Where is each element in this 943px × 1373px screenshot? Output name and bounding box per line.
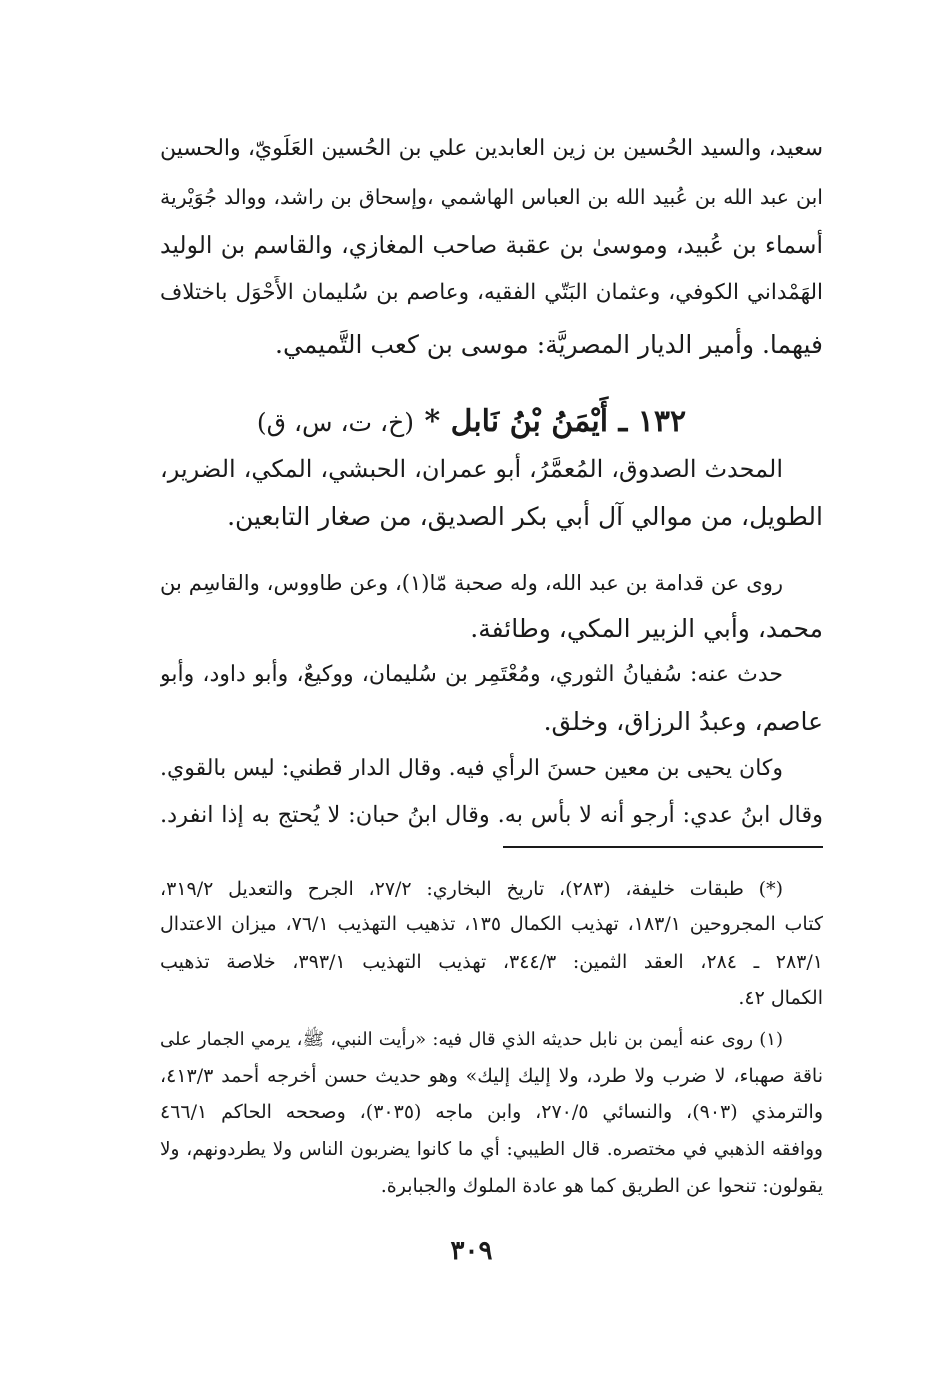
intro-line-4: الهَمْداني الكوفي، وعثمان البَتّي الفقيه، وعاصم بن سُليمان الأَحْوَل باختلاف	[160, 280, 823, 305]
students-line-2: عاصم، وعبدُ الرزاق، وخلق.	[543, 707, 823, 736]
intro-line-1: سعيد، والسيد الحُسين بن زين العابدين علي بن الحُسين العَلَويّ، والحسين	[160, 136, 823, 161]
sources-note-line-3: ٢٨٣/١ ـ ٢٨٤، العقد الثمين: ٣٤٤/٣، تهذيب التهذيب ٣٩٣/١، خلاصة تذهيب	[160, 951, 823, 973]
footnote-line-2: ناقة صهباء، لا ضرب ولا طرد، ولا إليك إليك» وهو حديث حسن أخرجه أحمد ٤١٣/٣،	[160, 1065, 823, 1087]
description-line-1: المحدث الصدوق، المُعمَّرُ، أبو عمران، الحبشي، المكي، الضرير،	[160, 455, 783, 483]
footnote-line-1: (١) روى عنه أيمن بن نابل حديثه الذي قال فيه: «رأيت النبي، ﷺ، يرمي الجمار على	[160, 1029, 783, 1050]
sources-note-line-1: (*) طبقات خليفة، (٢٨٣)، تاريخ البخاري: ٢٧/٢، الجرح والتعديل ٣١٩/٢،	[160, 878, 783, 900]
footnote-separator	[503, 846, 823, 848]
entry-title: ١٣٢ ـ أَيْمَنُ بْنُ نَابل *	[424, 404, 687, 439]
intro-line-3: أسماء بن عُبيد، وموسىٰ بن عقبة صاحب المغازي، والقاسم بن الوليد	[160, 231, 823, 259]
sources-note-line-2: كتاب المجروحين ١٨٣/١، تهذيب الكمال ١٣٥، تذهيب التهذيب ٧٦/١، ميزان الاعتدال	[160, 913, 823, 935]
page-number: ٣٠٩	[450, 1236, 493, 1266]
footnote-line-3: والترمذي (٩٠٣)، والنسائي ٢٧٠/٥، وابن ماجه (٣٠٣٥)، وصححه الحاكم ٤٦٦/١	[160, 1101, 823, 1123]
entry-heading	[0, 402, 943, 443]
entry-sigla: (خ، ت، س، ق)	[256, 408, 415, 437]
riwaya-line-1: روى عن قدامة بن عبد الله، وله صحبة مّا(١)، وعن طاووس، والقاسِم بن	[160, 571, 783, 595]
footnote-line-5: يقولون: تنحوا عن الطريق كما هو عادة الملوك والجبابرة.	[380, 1175, 823, 1197]
intro-line-5: فيهما. وأمير الديار المصريَّة: موسى بن كعب التَّميمي.	[275, 330, 823, 359]
footnote-line-4: ووافقه الذهبي في مختصره. قال الطيبي: أي ما كانوا يضربون الناس ولا يطردونهم، ولا	[160, 1139, 823, 1160]
students-line-1: حدث عنه: سُفيانُ الثوري، ومُعْتَمِر بن سُليمان، ووكيعٌ، وأبو داود، وأبو	[160, 662, 783, 687]
sources-note-line-4: الكمال ٤٢.	[738, 987, 823, 1009]
opinions-line-1: وكان يحيى بن معين حسنَ الرأي فيه. وقال الدار قطني: ليس بالقوي.	[160, 756, 783, 781]
intro-line-2: ابن عبد الله بن عُبيد الله بن العباس الهاشمي ،وإسحاق بن راشد، ووالد جُوَيْرية	[160, 185, 823, 209]
riwaya-line-2: محمد، وأبي الزبير المكي، وطائفة.	[470, 614, 823, 643]
opinions-line-2: وقال ابنُ عدي: أرجو أنه لا بأس به. وقال ابنُ حبان: لا يُحتج به إذا انفرد.	[160, 802, 823, 828]
description-line-2: الطويل، من موالي آل أبي بكر الصديق، من صغار التابعين.	[227, 502, 823, 531]
